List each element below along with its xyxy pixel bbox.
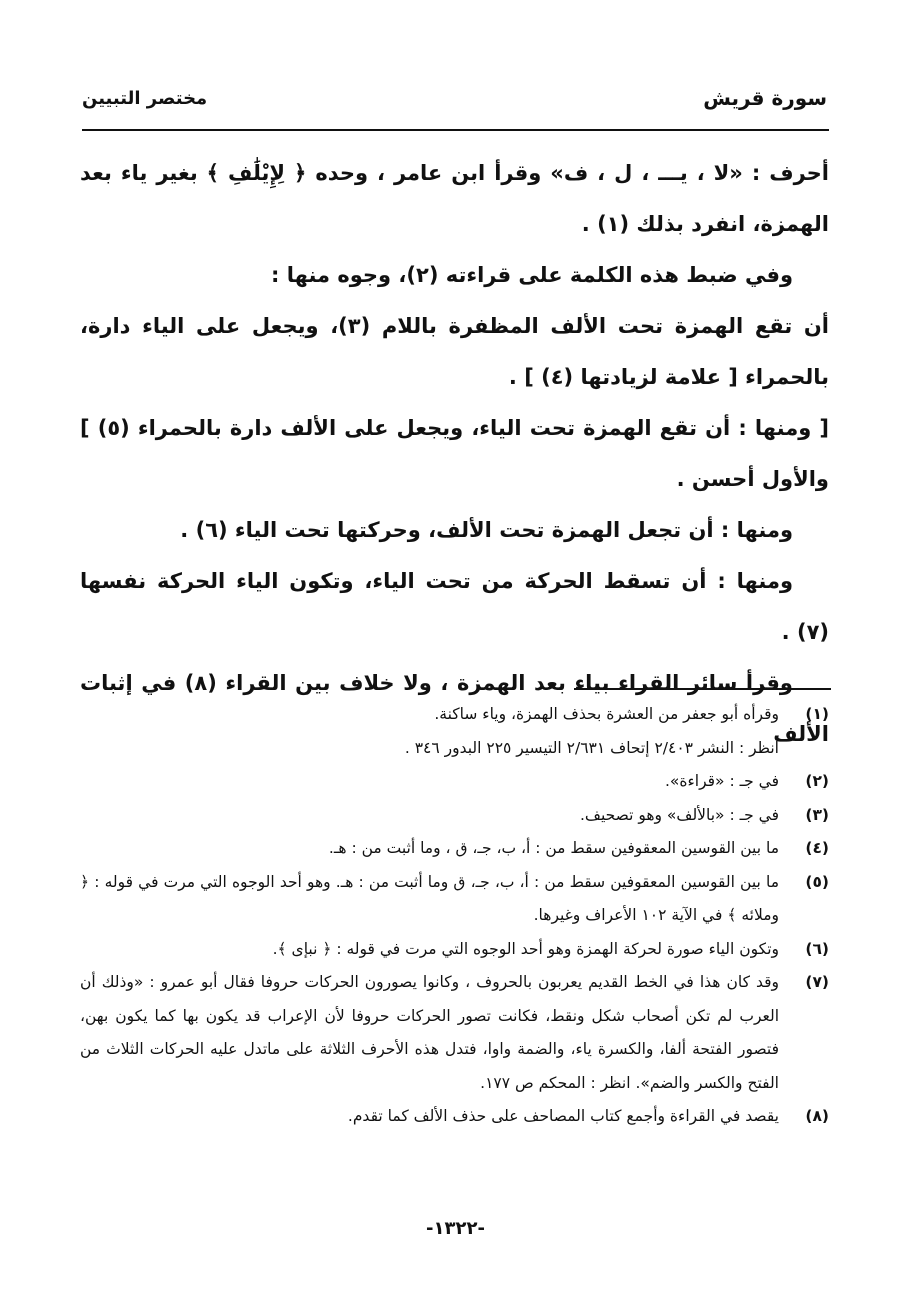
footnote: [80, 1100, 829, 1134]
footnote-number: (٨): [805, 1107, 829, 1125]
footnote-text: في جـ : «قراءة».: [664, 772, 779, 790]
footnote-text: انظر : النشر ٢/٤٠٣ إتحاف ٢/٦٣١ التيسير ٢٢٥ البدور ٣٤٦ .: [404, 738, 779, 757]
footnote-number: (٣): [805, 805, 829, 824]
main-text: [80, 148, 829, 760]
paragraph: أحرف : «لا ، يـــ ، ل ، ف» وقرأ ابن عامر ، وحده ﴿ لِإِيْلَٰفِ ﴾ بغير ياء بعد الهمزة، انفرد بذلك (١) .: [80, 161, 829, 236]
footnote-text: ما بين القوسين المعقوفين سقط من : أ، ب، جـ، ق وما أثبت من : هـ. وهو أحد الوجوه التي مرت في قوله : ﴿ وملائه ﴾ في الآية ١٠٢ الأعراف وغيرها.: [80, 872, 779, 924]
footnote-number: (٧): [805, 973, 829, 991]
footnote: [80, 765, 829, 799]
footnote-number: (٥): [805, 872, 829, 891]
surah-title: سورة قريش: [703, 86, 827, 110]
paragraph: [ ومنها : أن تقع الهمزة تحت الياء، ويجعل على الألف دارة بالحمراء (٥) ] والأول أحسن .: [80, 416, 829, 491]
footnote-text: ما بين القوسين المعقوفين سقط من : أ، ب، جـ، ق ، وما أثبت من : هـ.: [328, 839, 779, 857]
footnote-divider: [574, 688, 831, 690]
footnote-text: في جـ : «بالألف» وهو تصحيف.: [580, 805, 779, 824]
footnote-number: (٤): [805, 839, 829, 857]
paragraph: أن تقع الهمزة تحت الألف المظفرة باللام (٣)، ويجعل على الياء دارة، بالحمراء [ علامة لزيادتها (٤) ] .: [80, 314, 829, 389]
footnote: [80, 698, 829, 765]
footnote: [80, 866, 829, 933]
paragraph: وفي ضبط هذه الكلمة على قراءته (٢)، وجوه منها :: [271, 263, 793, 287]
footnote-text: يقصد في القراءة وأجمع كتاب المصاحف على حذف الألف كما تقدم.: [347, 1107, 779, 1125]
footnote: [80, 933, 829, 967]
paragraph: ومنها : أن تجعل الهمزة تحت الألف، وحركتها تحت الياء (٦) .: [180, 518, 793, 542]
header-divider: [82, 129, 829, 131]
footnotes: [80, 698, 829, 1134]
footnote-number: (٦): [805, 939, 829, 958]
footnote-text: وقرأه أبو جعفر من العشرة بحذف الهمزة، وياء ساكنة.: [434, 705, 779, 723]
paragraph: وقرأ سائر القراء بياء بعد الهمزة ، ولا خلاف بين القراء (٨) في إثبات الألف: [80, 671, 829, 746]
footnote-text: وقد كان هذا في الخط القديم يعربون بالحروف ، وكانوا يصورون الحركات حروفا فقال أبو عمرو : «وذلك أن العرب لم تكن أصحاب شكل ونقط، فكانت تصور الحركات حروفا لأن الإعراب قد يكون بها كما يكون بهن، فتصور الفتحة ألفا، والكسرة ياء، والضمة واوا، فتدل هذه الأحرف الثلاثة على ماتدل عليه الحركات الثلاث من الفتح والكسر والضم». انظر : المحكم ص ١٧٧.: [80, 973, 779, 1092]
footnote-number: (٢): [805, 772, 829, 790]
page-number: -١٣٢٢-: [426, 1218, 485, 1239]
book-title: مختصر التبيين: [82, 88, 208, 109]
footnote: [80, 832, 829, 866]
footnote: [80, 966, 829, 1100]
page-header: [82, 82, 827, 122]
footnote-number: (١): [805, 705, 829, 723]
footnote: [80, 799, 829, 833]
paragraph: ومنها : أن تسقط الحركة من تحت الياء، وتكون الياء الحركة نفسها (٧) .: [80, 569, 829, 644]
footnote-text: وتكون الياء صورة لحركة الهمزة وهو أحد الوجوه التي مرت في قوله : ﴿ نبإى ﴾.: [272, 939, 779, 958]
